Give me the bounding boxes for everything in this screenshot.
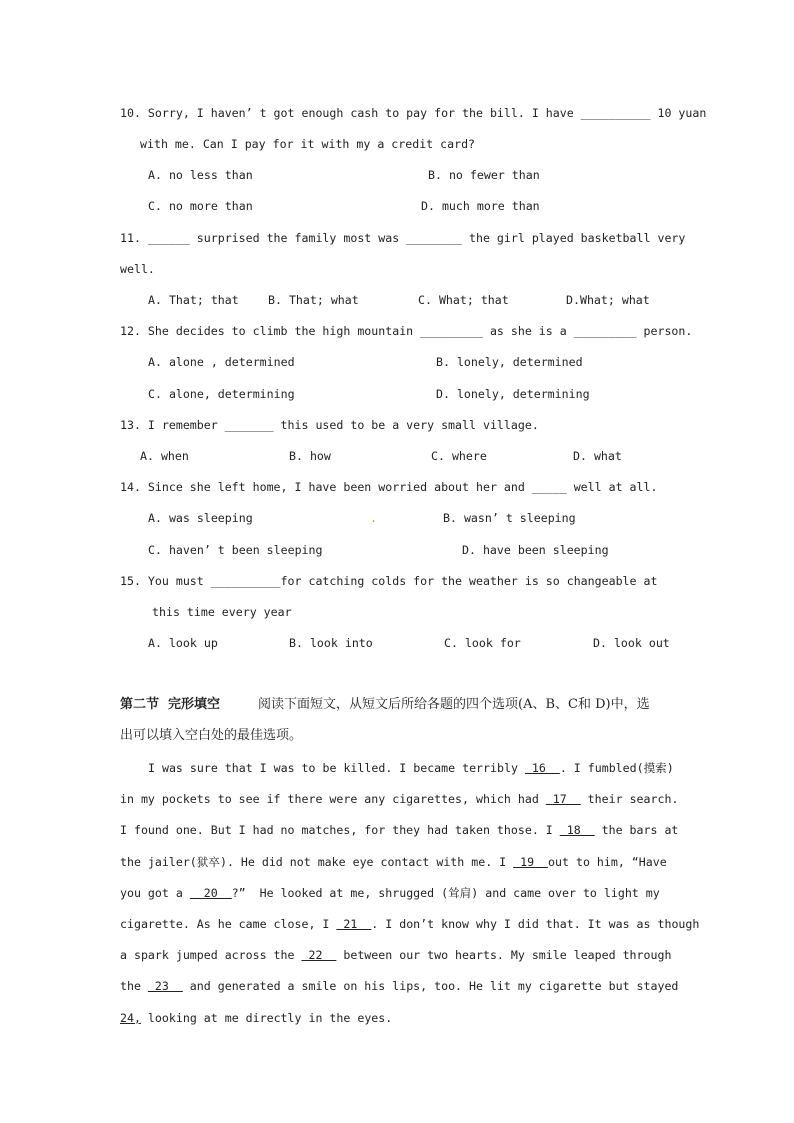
q10-option-c: C. no more than [148,199,253,213]
passage-line-9 [120,1010,392,1026]
passage-text: . I fumbled(摸索) [559,761,674,775]
q12-option-d: D. lonely, determining [436,387,590,401]
passage-text: looking at me directly in the eyes. [140,1011,393,1025]
passage-text: the jailer(狱卒). He did not make eye contact with me. I [120,855,514,869]
q14-option-d: D. have been sleeping [462,543,609,557]
blank-24: 24, [120,1011,141,1025]
passage-text: you got a [120,886,190,900]
passage-line-5 [120,885,660,901]
q10-option-b: B. no fewer than [428,168,540,182]
q13-option-a: A. when [140,449,189,463]
q12-option-a: A. alone , determined [148,355,295,369]
q15-stem-line2: this time every year [152,605,292,619]
blank-22: 22 [301,948,337,962]
q11-option-c: C. What; that [418,293,509,307]
passage-line-6 [120,916,699,932]
q14-stem-line1: 14. Since she left home, I have been worried about her and _____ well at all. [120,480,658,494]
q15-option-a: A. look up [148,636,218,650]
passage-line-2 [120,791,678,807]
q11-option-b: B. That; what [268,293,359,307]
q11-stem-line1: 11. ______ surprised the family most was ________ the girl played basketball very [120,231,686,245]
passage-text: cigarette. As he came close, I [120,917,337,931]
passage-line-8 [120,978,678,994]
q14-option-c: C. haven’ t been sleeping [148,543,323,557]
passage-text: in my pockets to see if there were any cigarettes, which had [120,792,546,806]
q13-stem-line1: 13. I remember _______ this used to be a very small village. [120,418,539,432]
section-heading: 第二节 完形填空 [120,697,221,712]
blank-23: 23 [147,979,183,993]
section-instructions-line1: 阅读下面短文，从短文后所给各题的四个选项(A、B、C和 D)中，选 [258,697,650,712]
q12-option-b: B. lonely, determined [436,355,583,369]
q10-stem-line2: with me. Can I pay for it with my a credit card? [140,137,476,151]
q12-option-c: C. alone, determining [148,387,295,401]
q12-stem-line1: 12. She decides to climb the high mountain _________ as she is a _________ person. [120,324,693,338]
q15-option-b: B. look into [289,636,373,650]
passage-text: the [120,979,148,993]
q10-option-a: A. no less than [148,168,253,182]
q13-option-b: B. how [289,449,331,463]
blank-20: 20 [189,886,232,900]
passage-line-4 [120,854,667,870]
q11-option-a: A. That; that [148,293,239,307]
blank-18: 18 [559,823,595,837]
passage-text: ?” He looked at me, shrugged (耸肩) and came over to light my [231,886,660,900]
q14-stray-mark: . [370,511,377,525]
passage-text: and generated a smile on his lips, too. He lit my cigarette but stayed [182,979,679,993]
q14-option-a: A. was sleeping [148,511,253,525]
q11-stem-line2: well. [120,262,155,276]
passage-text: a spark jumped across the [120,948,302,962]
blank-17: 17 [545,792,581,806]
passage-text: their search. [580,792,679,806]
passage-text: . I don’t know why I did that. It was as though [371,917,700,931]
q14-option-b: B. wasn’ t sleeping [443,511,576,525]
blank-16: 16 [524,761,560,775]
q15-stem-line1: 15. You must __________for catching colds for the weather is so changeable at [120,574,658,588]
blank-19: 19 [513,855,549,869]
section-instructions-line2: 出可以填入空白处的最佳选项。 [120,728,303,743]
q15-option-c: C. look for [444,636,521,650]
passage-line-1 [148,760,674,776]
q10-stem-line1: 10. Sorry, I haven’ t got enough cash to pay for the bill. I have __________ 10 yuan [120,106,707,120]
passage-line-3 [120,822,678,838]
passage-text: I was sure that I was to be killed. I became terribly [148,761,525,775]
q13-option-c: C. where [431,449,487,463]
q13-option-d: D. what [573,449,622,463]
q15-option-d: D. look out [593,636,670,650]
q10-option-d: D. much more than [421,199,540,213]
passage-text: I found one. But I had no matches, for they had taken those. I [120,823,560,837]
q11-option-d: D.What; what [566,293,650,307]
passage-text: between our two hearts. My smile leaped through [336,948,672,962]
passage-text: the bars at [594,823,679,837]
passage-text: out to him, “Have [548,855,667,869]
passage-line-7 [120,947,671,963]
blank-21: 21 [336,917,372,931]
